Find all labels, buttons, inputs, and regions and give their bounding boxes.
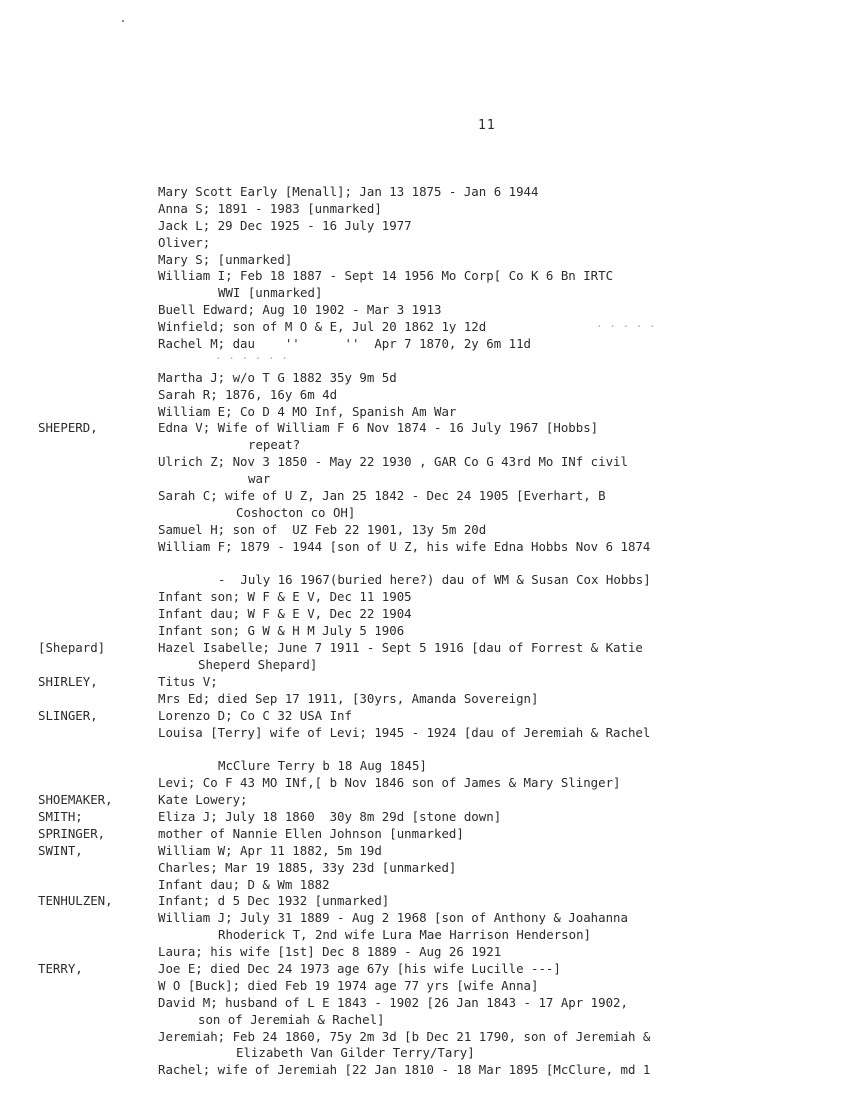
entry-text: Samuel H; son of UZ Feb 22 1901, 13y 5m 20d [158, 521, 487, 537]
entry-text: Infant son; W F & E V, Dec 11 1905 [158, 589, 412, 605]
entry-text: Kate Lowery; [158, 792, 248, 808]
entry-line [0, 235, 850, 252]
surname-label: SWINT, [38, 842, 83, 858]
entry-line [0, 826, 850, 843]
surname-label: SMITH; [38, 808, 83, 824]
entry-text: William I; Feb 18 1887 - Sept 14 1956 Mo Corp[ Co K 6 Bn IRTC [158, 268, 614, 284]
entry-text: Titus V; [158, 673, 218, 689]
entry-text: Rhoderick T, 2nd wife Lura Mae Harrison Henderson] [218, 927, 591, 943]
surname-label: TERRY, [38, 960, 83, 976]
entry-line [0, 758, 850, 775]
entry-text: WWI [unmarked] [218, 285, 323, 301]
entry-text: Laura; his wife [1st] Dec 8 1889 - Aug 26 1921 [158, 944, 502, 960]
entry-line [0, 843, 850, 860]
entry-line [0, 1062, 850, 1079]
entry-text: Infant dau; D & Wm 1882 [158, 876, 330, 892]
entry-line [0, 775, 850, 792]
entry-text: Mary S; [unmarked] [158, 251, 293, 267]
surname-label: [Shepard] [38, 640, 106, 656]
entry-line [0, 471, 850, 488]
entry-text: war [248, 471, 271, 487]
entry-text: Sarah R; 1876, 16y 6m 4d [158, 386, 338, 402]
surname-label: SLINGER, [38, 707, 98, 723]
entry-text: Lorenzo D; Co C 32 USA Inf [158, 707, 352, 723]
entry-line [0, 522, 850, 539]
entry-line [0, 995, 850, 1012]
entry-line [0, 488, 850, 505]
entry-line [0, 353, 850, 370]
entry-line [0, 741, 850, 758]
entry-line [0, 978, 850, 995]
entry-text: Jeremiah; Feb 24 1860, 75y 2m 3d [b Dec 21 1790, son of Jeremiah & [158, 1028, 651, 1044]
entry-line [0, 623, 850, 640]
entry-line [0, 910, 850, 927]
entry-line [0, 877, 850, 894]
entry-text: mother of Nannie Ellen Johnson [unmarked] [158, 825, 464, 841]
entry-text: son of Jeremiah & Rachel] [198, 1011, 385, 1027]
entry-text: Joe E; died Dec 24 1973 age 67y [his wife Lucille ---] [158, 960, 561, 976]
surname-label: SPRINGER, [38, 825, 106, 841]
entry-text: Sheperd Shepard] [198, 656, 318, 672]
entry-text: Ulrich Z; Nov 3 1850 - May 22 1930 , GAR Co G 43rd Mo INf civil [158, 454, 628, 470]
entry-text: - July 16 1967(buried here?) dau of WM & Susan Cox Hobbs] [218, 572, 651, 588]
entry-line [0, 184, 850, 201]
entry-text: Mrs Ed; died Sep 17 1911, [30yrs, Amanda Sovereign] [158, 690, 539, 706]
entry-line [0, 505, 850, 522]
entry-line [0, 437, 850, 454]
entry-line [0, 860, 850, 877]
entry-line [0, 893, 850, 910]
entry-text: William J; July 31 1889 - Aug 2 1968 [son of Anthony & Joahanna [158, 910, 628, 926]
entry-line [0, 218, 850, 235]
entry-text: Anna S; 1891 - 1983 [unmarked] [158, 200, 382, 216]
entry-text: Rachel M; dau '' '' Apr 7 1870, 2y 6m 11d [158, 336, 531, 352]
entry-text: Edna V; Wife of William F 6 Nov 1874 - 16 July 1967 [Hobbs] [158, 420, 599, 436]
entry-line [0, 725, 850, 742]
surname-label: SHIRLEY, [38, 673, 98, 689]
entry-line [0, 370, 850, 387]
entry-line [0, 657, 850, 674]
entry-text: Martha J; w/o T G 1882 35y 9m 5d [158, 369, 397, 385]
entry-line [0, 387, 850, 404]
entry-text: Louisa [Terry] wife of Levi; 1945 - 1924 [dau of Jeremiah & Rachel [158, 724, 651, 740]
entry-text: Eliza J; July 18 1860 30y 8m 29d [stone down] [158, 808, 502, 824]
entry-text: Hazel Isabelle; June 7 1911 - Sept 5 1916 [dau of Forrest & Katie [158, 640, 643, 656]
entry-line [0, 336, 850, 353]
entry-text: Infant son; G W & H M July 5 1906 [158, 623, 405, 639]
entry-line [0, 302, 850, 319]
entry-line [0, 589, 850, 606]
entry-text: William W; Apr 11 1882, 5m 19d [158, 842, 382, 858]
entry-line [0, 1012, 850, 1029]
entry-text: Winfield; son of M O & E, Jul 20 1862 1y 12d [158, 319, 487, 335]
entry-line [0, 944, 850, 961]
entry-text: Levi; Co F 43 MO INf,[ b Nov 1846 son of James & Mary Slinger] [158, 775, 621, 791]
entry-text: repeat? [248, 437, 301, 453]
surname-label: TENHULZEN, [38, 893, 113, 909]
entry-line [0, 454, 850, 471]
scan-speck [122, 20, 124, 22]
entry-line [0, 556, 850, 573]
entry-line [0, 1045, 850, 1062]
entry-line [0, 268, 850, 285]
entry-text: W O [Buck]; died Feb 19 1974 age 77 yrs [wife Anna] [158, 977, 539, 993]
entry-line [0, 708, 850, 725]
entry-line [0, 640, 850, 657]
entry-text: Infant dau; W F & E V, Dec 22 1904 [158, 606, 412, 622]
surname-label: SHEPERD, [38, 420, 98, 436]
entry-text: William E; Co D 4 MO Inf, Spanish Am War [158, 403, 457, 419]
entry-line [0, 404, 850, 421]
entry-text: Elizabeth Van Gilder Terry/Tary] [236, 1045, 475, 1061]
entry-line [0, 927, 850, 944]
entry-line [0, 809, 850, 826]
entry-text: Coshocton co OH] [236, 504, 356, 520]
entry-text: William F; 1879 - 1944 [son of U Z, his wife Edna Hobbs Nov 6 1874 [158, 538, 651, 554]
entry-text: Infant; d 5 Dec 1932 [unmarked] [158, 893, 390, 909]
entry-text: David M; husband of L E 1843 - 1902 [26 Jan 1843 - 17 Apr 1902, [158, 994, 628, 1010]
entry-text: Mary Scott Early [Menall]; Jan 13 1875 - Jan 6 1944 [158, 184, 539, 199]
surname-label: SHOEMAKER, [38, 792, 113, 808]
page-number: 11 [478, 118, 496, 133]
entry-line [0, 572, 850, 589]
entry-text: Buell Edward; Aug 10 1902 - Mar 3 1913 [158, 302, 442, 318]
entry-line [0, 319, 850, 336]
entry-line [0, 792, 850, 809]
entry-line [0, 961, 850, 978]
entry-line [0, 1029, 850, 1046]
entry-line [0, 539, 850, 556]
entry-text: Sarah C; wife of U Z, Jan 25 1842 - Dec 24 1905 [Everhart, B [158, 488, 606, 504]
scan-smudge-2: · · · · · · [215, 352, 288, 365]
entry-text: Rachel; wife of Jeremiah [22 Jan 1810 - 18 Mar 1895 [McClure, md 1 [158, 1062, 651, 1078]
entry-line [0, 201, 850, 218]
entry-line [0, 674, 850, 691]
scan-smudge: · · · · · [596, 320, 656, 333]
entry-line [0, 285, 850, 302]
entry-text: Charles; Mar 19 1885, 33y 23d [unmarked] [158, 859, 457, 875]
entry-line [0, 420, 850, 437]
entry-text: Jack L; 29 Dec 1925 - 16 July 1977 [158, 217, 412, 233]
entry-text: McClure Terry b 18 Aug 1845] [218, 758, 427, 774]
entry-line [0, 252, 850, 269]
entry-line [0, 606, 850, 623]
entry-line [0, 691, 850, 708]
transcription-lines [0, 184, 850, 1079]
entry-text: Oliver; [158, 234, 211, 250]
